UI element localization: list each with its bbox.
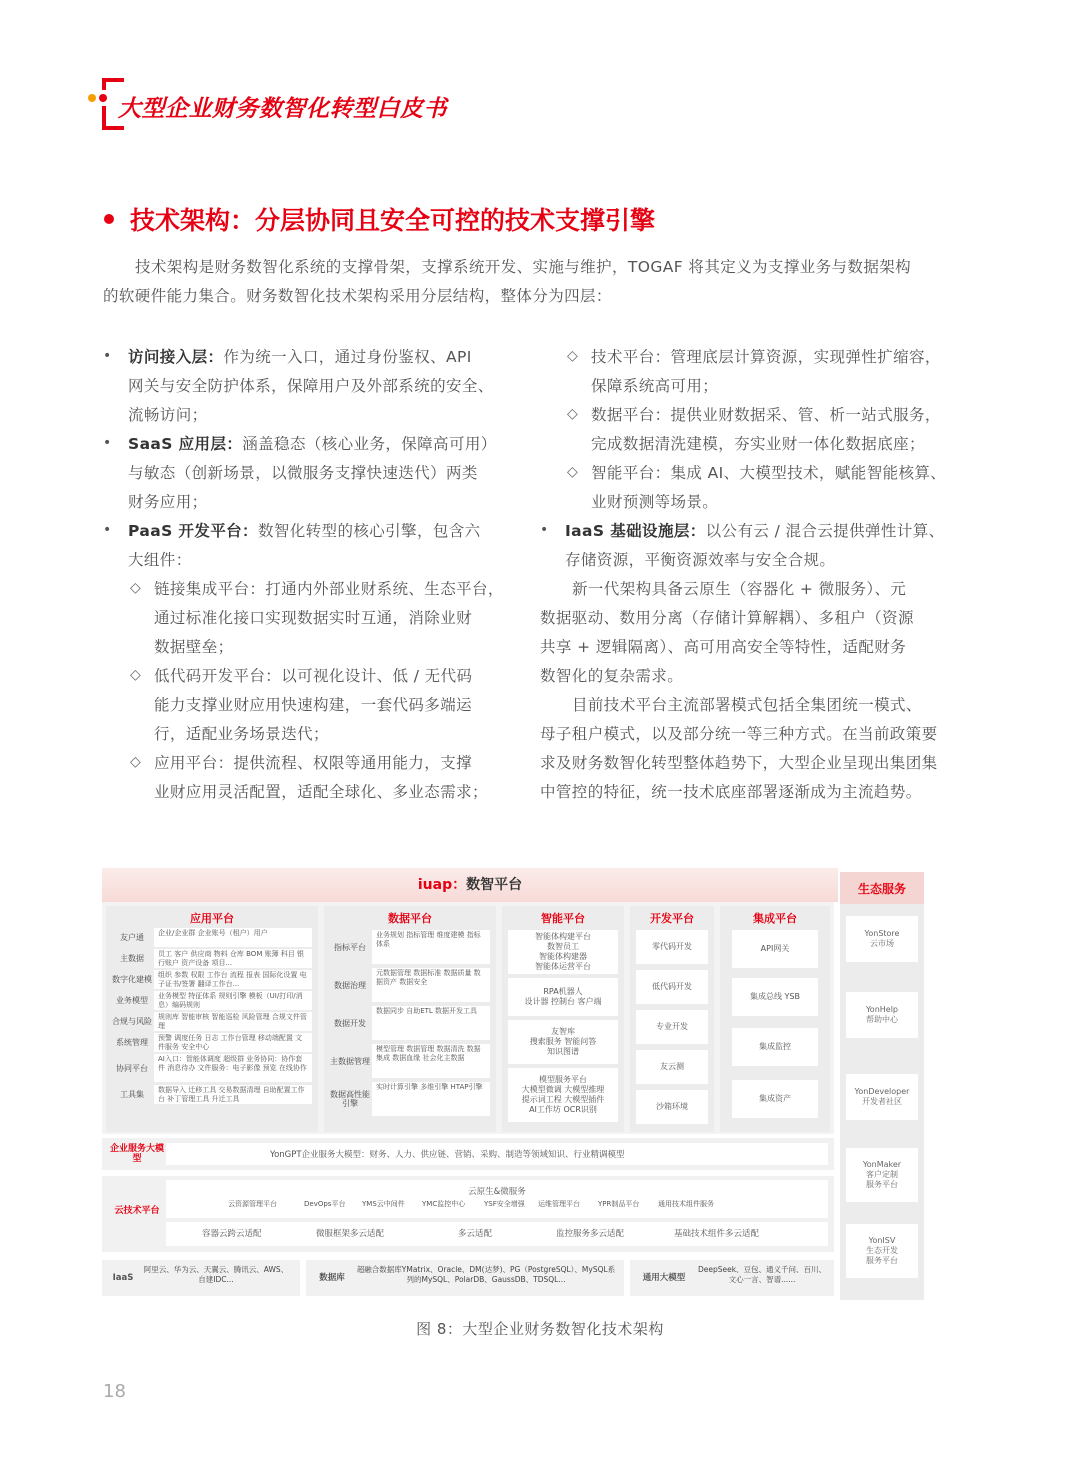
paragraph-line: 求及财务数智化转型整体趋势下，大型企业呈现出集团集 [540,754,938,772]
iaas-box: IaaS 阿里云、华为云、天翼云、腾讯云、AWS、自建IDC... [102,1260,300,1296]
paragraph-line: 目前技术平台主流部署模式包括全集团统一模式、 [572,696,922,714]
database-box: 数据库 超融合数据库YMatrix、Oracle、DM(达梦)、PG（PostgreSQL）、MySQL系列的MySQL、PolarDB、GaussDB、TDSQL... [306,1260,624,1296]
dev-box: 友云测 [636,1050,708,1084]
sub-item-cont: 行，适配业务场景迭代； [154,725,329,743]
document-title: 大型企业财务数智化转型白皮书 [118,96,447,122]
column-title: 数据平台 [388,912,432,925]
list-item: SaaS 应用层：涵盖稳态（核心业务，保障高可用） [128,435,497,453]
ai-box: 友智库 搜索服务 智能问答 知识图谱 [508,1020,618,1064]
sub-item-cont: 能力支撑业财应用快速构建，一套代码多端运 [154,696,473,714]
strip-content: YonGPT企业服务大模型：财务、人力、供应链、营销、采购、制造等领域知识、行业精调模型 [166,1143,828,1165]
strip-label: 企业服务大模型 [109,1144,164,1164]
integration-box: 集成资产 [732,1080,818,1118]
cloud-native-box: 云原生&微服务 云资源管理平台 DevOps平台 YMS云中间件 YMC监控中心 YSF安全增强 运维管理平台 YPR制品平台 通用技术组件服务 [166,1180,828,1218]
sub-item: 数据平台：提供业财数据采、管、析一站式服务， [591,406,941,424]
table-row: 数据高性能引擎 实时计算引擎 多维引擎 HTAP引擎 [330,1082,490,1116]
list-item-cont: 网关与安全防护体系，保障用户及外部系统的安全、 [128,377,494,395]
sub-item-cont: 业财预测等场景。 [591,493,719,511]
table-row: 数字化建模 组织 参数 权限 工作台 流程 报表 国际化设置 电子证书/签署 翻译工作台... [112,970,312,989]
sub-item: 技术平台：管理底层计算资源，实现弹性扩缩容， [591,348,941,366]
table-row: 友户通 企业/企业群 企业账号（租户）用户 [112,928,312,947]
bullet-marker: • [103,348,112,364]
table-row: 协同平台 AI入口：智能体调度 超级群 业务协同：协作套件 消息待办 文件服务：电子影像 预览 在线协作 [112,1054,312,1082]
list-item-cont: 流畅访问； [128,406,208,424]
ecosystem-column [840,872,924,1300]
sub-item: 智能平台：集成 AI、大模型技术，赋能智能核算、 [591,464,947,482]
table-row: 合规与风险 规则库 智能审核 智能巡检 风险管理 合规文件管理 [112,1012,312,1031]
table-row: 主数据 员工 客户 供应商 物料 仓库 BOM 账簿 科目 银行账户 资产设备 项目... [112,949,312,968]
data-platform-column [324,906,496,1132]
table-row: 业务模型 业务模型 特征体系 规则引擎 模板（UI/打印/消息）编码规则 [112,991,312,1010]
dev-box: 专业开发 [636,1010,708,1044]
list-item: 访问接入层：作为统一入口，通过身份鉴权、API [128,348,472,366]
integration-platform-column [720,906,830,1132]
enterprise-llm-strip [102,1138,834,1170]
multi-cloud-box: 容器云跨云适配 微服框架多云适配 多云适配 监控服务多云适配 基础技术组件多云适配 [166,1222,828,1246]
ai-box: 模型服务平台 大模型微调 大模型推理 提示词工程 大模型插件 AI工作坊 OCR识别 [508,1068,618,1122]
table-row: 工具集 数据导入 迁移工具 交易数据清理 自助配置工作台 补丁管理工具 升迁工具 [112,1085,312,1104]
table-row: 主数据管理 模型管理 数据管理 数据清洗 数据集成 数据血缘 社会化主数据 [330,1044,490,1078]
eco-box: YonISV 生态开发 服务平台 [846,1224,918,1278]
list-item-cont: 财务应用； [128,493,208,511]
page-number: 18 [103,1381,126,1402]
table-row: 数据开发 数据同步 自助ETL 数据开发工具 [330,1006,490,1040]
eco-box: YonDeveloper 开发者社区 [846,1074,918,1120]
diamond-bullet-icon: ◇ [567,406,578,422]
paragraph-line: 共享 + 逻辑隔离）、高可用高安全等特性，适配财务 [540,638,907,656]
list-item-cont: 与敏态（创新场景，以微服务支撑快速迭代）两类 [128,464,478,482]
list-item-cont: 大组件： [128,551,192,569]
sub-item: 低代码开发平台：以可视化设计、低 / 无代码 [154,667,473,685]
diamond-bullet-icon: ◇ [567,348,578,364]
eco-box: YonMaker 客户定制 服务平台 [846,1148,918,1202]
sub-item-cont: 完成数据清洗建模，夯实业财一体化数据底座； [591,435,925,453]
diamond-bullet-icon: ◇ [130,754,141,770]
sub-item-cont: 通过标准化接口实现数据实时互通，消除业财 [154,609,473,627]
section-bullet [104,214,114,224]
ai-box: RPA机器人 设计器 控制台 客户端 [508,978,618,1016]
ai-box: 智能体构建平台 数智员工 智能体构建器 智能体运营平台 [508,930,618,974]
paragraph-line: 数据驱动、数用分离（存储计算解耦）、多租户（资源 [540,609,914,627]
sub-item-cont: 保障系统高可用； [591,377,719,395]
figure-caption: 图 8：大型企业财务数智化技术架构 [416,1320,664,1338]
integration-box: 集成总线 YSB [732,978,818,1016]
app-platform-column [106,906,318,1132]
sub-item: 应用平台：提供流程、权限等通用能力，支撑 [154,754,473,772]
figure-title: iuap：数智平台 [417,877,523,893]
table-row: 系统管理 预警 调度任务 日志 工作台管理 移动端配置 文件服务 安全中心 [112,1033,312,1052]
eco-box: YonStore 云市场 [846,916,918,962]
column-title: 智能平台 [541,912,585,925]
architecture-diagram [102,868,922,1300]
diamond-bullet-icon: ◇ [130,580,141,596]
figure-header [102,868,838,902]
diamond-bullet-icon: ◇ [567,464,578,480]
list-item: IaaS 基础设施层：以公有云 / 混合云提供弹性计算、 [565,522,945,540]
list-item-cont: 存储资源，平衡资源效率与安全合规。 [565,551,836,569]
integration-box: 集成监控 [732,1028,818,1066]
diamond-bullet-icon: ◇ [130,667,141,683]
paragraph-line: 母子租户模式，以及部分统一等三种方式。在当前政策要 [540,725,938,743]
list-item: PaaS 开发平台：数智化转型的核心引擎，包含六 [128,522,481,540]
column-title: 集成平台 [753,912,797,925]
paragraph-line: 数智化的复杂需求。 [540,667,684,685]
bullet-marker: • [103,435,112,451]
cloud-platform-strip [102,1176,834,1252]
dev-box: 沙箱环境 [636,1090,708,1124]
intro-line-2: 的软硬件能力集合。财务数智化技术架构采用分层结构，整体分为四层： [103,287,612,305]
dev-box: 低代码开发 [636,970,708,1004]
integration-box: API网关 [732,930,818,968]
paragraph-line: 中管控的特征，统一技术底座部署逐渐成为主流趋势。 [540,783,922,801]
column-title: 开发平台 [650,912,694,925]
section-title: 技术架构：分层协同且安全可控的技术支撑引擎 [130,206,656,235]
bullet-marker: • [540,522,549,538]
column-title: 应用平台 [190,912,234,925]
bullet-marker: • [103,522,112,538]
dev-box: 零代码开发 [636,930,708,964]
dev-platform-column [630,906,714,1132]
intro-line-1: 技术架构是财务数智化系统的支撑骨架，支撑系统开发、实施与维护，TOGAF 将其定义为支撑业务与数据架构 [135,258,912,276]
paragraph-line: 新一代架构具备云原生（容器化 + 微服务）、元 [572,580,907,598]
eco-box: YonHelp 帮助中心 [846,992,918,1038]
table-row: 数据治理 元数据管理 数据标准 数据质量 数据资产 数据安全 [330,968,490,1002]
ai-platform-column [502,906,624,1132]
sub-item-cont: 数据壁垒； [154,638,234,656]
general-llm-box: 通用大模型 DeepSeek、豆包、通义千问、百川、文心一言、智谱...... [630,1260,834,1296]
table-row: 指标平台 业务规划 指标管理 维度建模 指标体系 [330,930,490,964]
sub-item: 链接集成平台：打通内外部业财系统、生态平台， [154,580,504,598]
strip-label: 云技术平台 [114,1206,160,1216]
sub-item-cont: 业财应用灵活配置，适配全球化、多业态需求； [154,783,488,801]
column-title: 生态服务 [840,872,924,904]
